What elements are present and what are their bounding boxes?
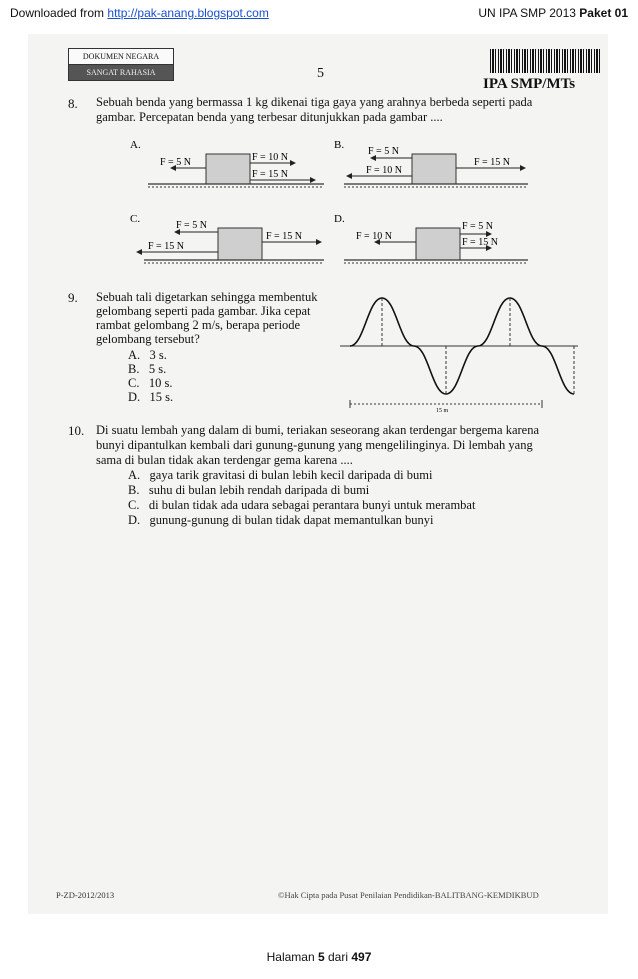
force-label: F = 15 N — [252, 169, 288, 180]
force-label: F = 10 N — [356, 231, 392, 242]
force-label: F = 15 N — [266, 231, 302, 242]
force-label: F = 5 N — [462, 221, 493, 232]
force-label: F = 5 N — [160, 157, 191, 168]
option-letter: B. — [128, 362, 140, 376]
arrow-head — [520, 165, 526, 171]
q8-option-d — [328, 212, 538, 268]
q10-option-d — [128, 513, 434, 528]
stamp-top: DOKUMEN NEGARA — [69, 49, 173, 65]
exam-title — [478, 6, 628, 20]
arrow-head — [290, 160, 296, 166]
force-label: F = 15 N — [462, 237, 498, 248]
q10-number: 10. — [68, 423, 85, 438]
block — [206, 154, 250, 184]
q10-option-c — [128, 498, 475, 513]
q9-line4: gelombang tersebut? — [96, 332, 200, 346]
q8-option-b — [328, 138, 538, 192]
download-bar — [0, 0, 638, 26]
doc-subject: IPA SMP/MTs — [483, 76, 576, 92]
q9-line2: gelombang seperti pada gambar. Jika cepat — [96, 304, 311, 318]
block — [416, 228, 460, 260]
q9-option-b — [128, 362, 166, 377]
q9-line1: Sebuah tali digetarkan sehingga membentuk — [96, 290, 318, 304]
scanned-page — [28, 34, 608, 914]
q9-number: 9. — [68, 290, 78, 305]
force-label: F = 5 N — [176, 220, 207, 231]
option-b-letter: B. — [334, 139, 345, 151]
option-a-letter: A. — [130, 139, 141, 151]
q9-option-a — [128, 348, 167, 363]
exam-title-text: UN IPA SMP 2013 — [478, 6, 580, 20]
option-d-letter: D. — [334, 213, 345, 225]
option-letter: A. — [128, 468, 141, 482]
page-footer-middle: dari — [324, 950, 352, 964]
q8-option-b-diagram — [328, 138, 538, 192]
option-letter: D. — [128, 390, 141, 404]
q10-line1: Di suatu lembah yang dalam di bumi, teriakan seseorang akan terdengar bergema karena — [96, 423, 539, 437]
option-letter: B. — [128, 483, 140, 497]
force-label: F = 10 N — [366, 165, 402, 176]
option-letter: A. — [128, 348, 141, 362]
arrow-head — [346, 173, 352, 179]
q8-number: 8. — [68, 96, 78, 111]
download-prefix: Downloaded from — [10, 6, 108, 20]
barcode — [490, 49, 602, 73]
q9-line3: rambat gelombang 2 m/s, berapa periode — [96, 318, 301, 332]
arrow-head — [310, 177, 316, 183]
distance-label: 15 m — [436, 408, 449, 412]
block — [218, 228, 262, 260]
page-footer-total: 497 — [351, 950, 372, 964]
arrow-head — [316, 239, 322, 245]
wave-diagram — [340, 292, 580, 412]
force-label: F = 10 N — [252, 152, 288, 163]
option-letter: C. — [128, 376, 140, 390]
option-text: gaya tarik gravitasi di bulan lebih kecil daripada di bumi — [149, 468, 433, 482]
q8-option-d-diagram — [328, 212, 538, 268]
option-letter: D. — [128, 513, 141, 527]
option-text: di bulan tidak ada udara sebagai perantara bunyi untuk merambat — [148, 498, 476, 512]
q8-option-a-diagram — [124, 138, 334, 192]
q8-text-line1: Sebuah benda yang bermassa 1 kg dikenai tiga gaya yang arahnya berbeda seperti pada — [96, 95, 533, 109]
copyright-notice: ©Hak Cipta pada Pusat Penilaian Pendidikan-BALITBANG-KEMDIKBUD — [278, 890, 539, 900]
q9-option-c — [128, 376, 172, 391]
stamp-bottom: SANGAT RAHASIA — [69, 65, 173, 80]
arrow-head — [136, 249, 142, 255]
option-text: 10 s. — [148, 376, 173, 390]
option-text: 15 s. — [149, 390, 174, 404]
q10-line3: sama di bulan tidak akan terdengar gema karena .... — [96, 453, 353, 467]
q10-option-b — [128, 483, 369, 498]
option-letter: C. — [128, 498, 140, 512]
exam-paket: Paket 01 — [579, 6, 628, 20]
doc-page-number: 5 — [317, 66, 324, 81]
document-stamp — [68, 48, 174, 81]
option-text: 5 s. — [148, 362, 167, 376]
page-footer-prefix: Halaman — [266, 950, 318, 964]
source-link[interactable]: http://pak-anang.blogspot.com — [107, 6, 269, 20]
force-label: F = 15 N — [474, 157, 510, 168]
q9-wave-figure — [340, 292, 580, 412]
q10-option-a — [128, 468, 432, 483]
q8-text-line2: gambar. Percepatan benda yang terbesar ditunjukkan pada gambar .... — [96, 110, 443, 124]
force-label: F = 15 N — [148, 241, 184, 252]
force-label: F = 5 N — [368, 146, 399, 157]
download-source — [10, 6, 269, 20]
q8-option-c-diagram — [124, 212, 334, 268]
block — [412, 154, 456, 184]
option-text: 3 s. — [149, 348, 167, 362]
page-footer-current: 5 — [317, 950, 325, 964]
option-c-letter: C. — [130, 213, 141, 225]
q9-option-d — [128, 390, 173, 405]
document-code: P-ZD-2012/2013 — [56, 890, 115, 900]
q8-option-c — [124, 212, 334, 268]
option-text: gunung-gunung di bulan tidak dapat memantulkan bunyi — [149, 513, 434, 527]
q10-line2: bunyi dipantulkan kembali dari gunung-gunung yang mengelilinginya. Di lembah yang — [96, 438, 533, 452]
option-text: suhu di bulan lebih rendah daripada di bumi — [148, 483, 370, 497]
page-footer — [0, 950, 638, 964]
q8-option-a — [124, 138, 334, 192]
